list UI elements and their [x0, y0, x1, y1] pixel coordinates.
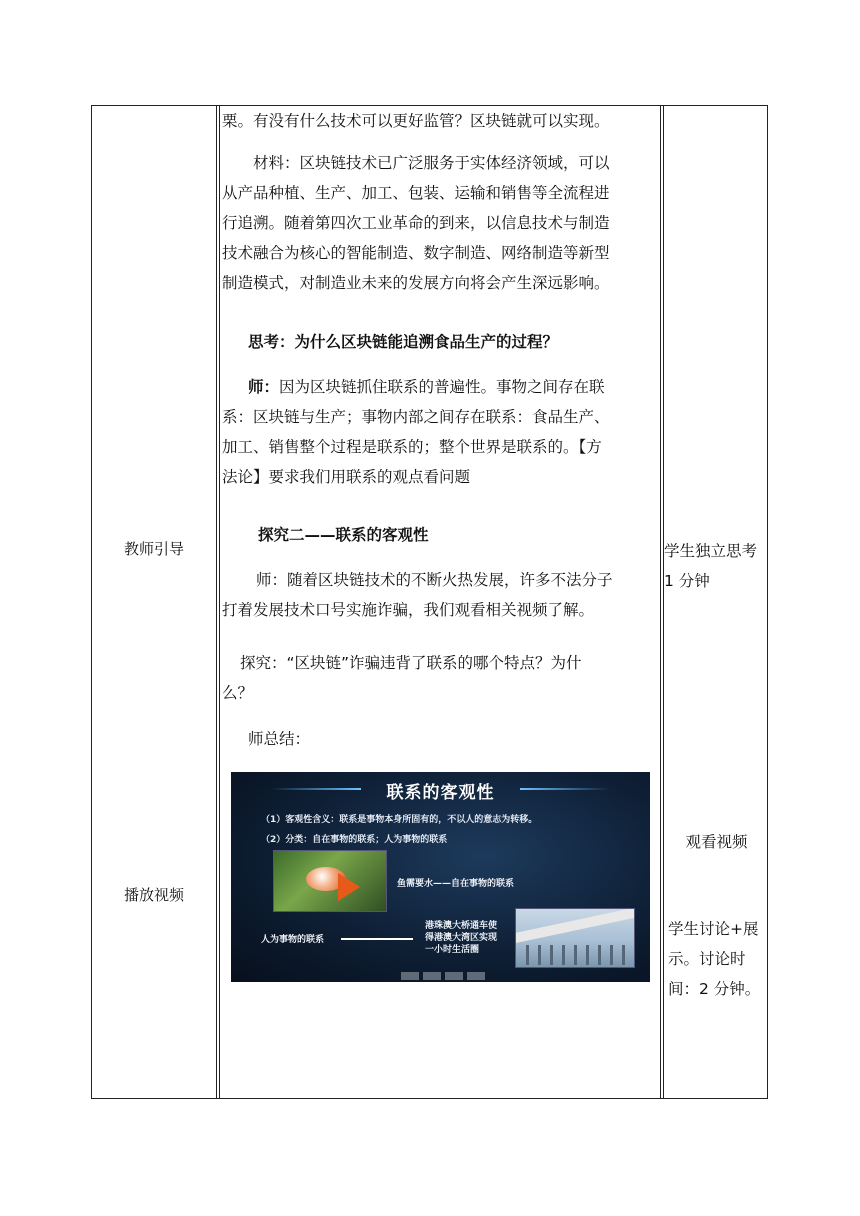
text-line: 技术融合为核心的智能制造、数字制造、网络制造等新型: [222, 244, 610, 262]
column-divider: [660, 106, 661, 1098]
teacher-label: 师：: [248, 378, 280, 396]
activity-teacher-guide: 教师引导: [123, 540, 184, 558]
text-line: 学生独立思考: [664, 542, 758, 560]
text-line: 行追溯。随着第四次工业革命的到来，以信息技术与制造: [222, 214, 610, 232]
slide-image: [231, 772, 650, 982]
text-line: 从产品种植、生产、加工、包装、运输和销售等全流程进: [222, 184, 610, 202]
text-line: 学生讨论+展: [668, 920, 759, 938]
text-line: 法论】要求我们用联系的观点看问题: [222, 468, 471, 486]
caption-line: 港珠澳大桥通车使: [425, 921, 498, 931]
text-line: 么？: [222, 684, 254, 702]
column-divider: [216, 106, 217, 1098]
caption-line: 一小时生活圈: [425, 945, 480, 955]
student-think-note: [664, 536, 757, 596]
activity-play-video: 播放视频: [123, 886, 184, 904]
student-activity-column: [664, 106, 769, 1098]
text-line: 制造模式，对制造业未来的发展方向将会产生深远影响。: [222, 274, 610, 292]
slide-classification: （2）分类：自在事物的联系；人为事物的联系: [261, 835, 448, 845]
explore-title: [222, 520, 696, 550]
text-line: 间：2 分钟。: [668, 980, 761, 998]
bridge-pillars: [526, 945, 626, 965]
text-line: 师总结：: [248, 730, 311, 748]
text-line: 示。讨论时: [668, 950, 746, 968]
text-line: 1 分钟: [664, 572, 710, 590]
slide-progress-dots: [401, 972, 485, 980]
text-line: 师：随着区块链技术的不断火热发展，许多不法分子: [256, 571, 613, 589]
man-made-label: 人为事物的联系: [261, 935, 325, 945]
text-line: 探究二——联系的客观性: [258, 526, 429, 544]
text-line: 因为区块链抓住联系的普遍性。事物之间存在联: [279, 378, 605, 396]
text-line: 栗。有没有什么技术可以更好监管？区块链就可以实现。: [222, 112, 610, 130]
paragraph-teacher-answer: [222, 372, 660, 492]
bridge-caption: [425, 920, 497, 956]
teacher-summary: [222, 724, 686, 754]
fish-tail: [338, 873, 360, 901]
text-line: 思考：为什么区块链能追溯食品生产的过程？: [248, 333, 559, 351]
think-question: [222, 327, 686, 357]
lesson-table: [91, 105, 768, 1099]
fish-caption: 鱼需要水——自在事物的联系: [397, 879, 515, 889]
slide-definition: （1）客观性含义：联系是事物本身所固有的，不以人的意志为转移。: [261, 815, 538, 825]
goldfish-picture: [273, 850, 387, 912]
paragraph-teacher-video: [222, 565, 660, 625]
caption-line: 得港澳大湾区实现: [425, 933, 498, 943]
paragraph-explore-question: [222, 648, 660, 708]
paragraph-intro: [222, 106, 660, 136]
bridge-picture: [515, 908, 635, 968]
text-line: 系：区块链与生产；事物内部之间存在联系：食品生产、: [222, 408, 610, 426]
text-line: 加工、销售整个过程是联系的；整个世界是联系的。【方: [222, 438, 602, 456]
column-divider: [219, 106, 220, 1098]
text-line: 探究：“区块链”诈骗违背了联系的哪个特点？为什: [240, 654, 582, 672]
watch-video-note: 观看视频: [685, 833, 748, 851]
text-line: 材料：区块链技术已广泛服务于实体经济领域，可以: [253, 154, 610, 172]
bridge-deck: [515, 908, 635, 945]
activity-column: [92, 106, 216, 1098]
connector-line: [341, 938, 413, 940]
text-line: 打着发展技术口号实施诈骗，我们观看相关视频了解。: [222, 601, 595, 619]
slide-title: 联系的客观性: [386, 783, 495, 803]
discussion-note: [668, 914, 760, 1004]
paragraph-material: [222, 148, 660, 298]
